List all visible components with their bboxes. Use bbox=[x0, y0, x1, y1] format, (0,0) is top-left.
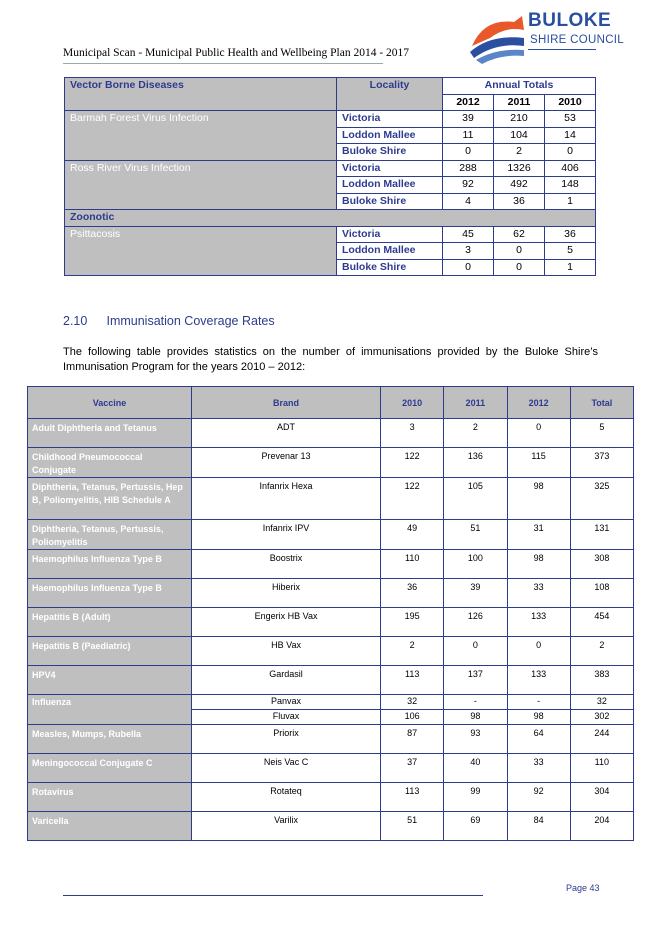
col-header-brand: Brand bbox=[192, 387, 381, 419]
value-cell: 99 bbox=[444, 783, 507, 812]
value-cell: 2 bbox=[444, 419, 507, 448]
locality-cell: Buloke Shire bbox=[337, 144, 443, 161]
value-cell: 87 bbox=[381, 725, 444, 754]
table-row bbox=[65, 111, 596, 128]
immunisation-table bbox=[27, 386, 634, 841]
value-cell: 98 bbox=[507, 550, 570, 579]
total-cell: 32 bbox=[570, 695, 633, 710]
brand-cell: Fluvax bbox=[192, 710, 381, 725]
brand-cell: Boostrix bbox=[192, 550, 381, 579]
value-cell: 3 bbox=[443, 243, 494, 260]
vaccine-name: Influenza bbox=[28, 695, 192, 725]
col-header-locality: Locality bbox=[337, 78, 443, 111]
footer-rule bbox=[63, 895, 483, 896]
vaccine-name: Meningococcal Conjugate C bbox=[28, 754, 192, 783]
value-cell: 53 bbox=[545, 111, 596, 128]
table-row bbox=[28, 520, 634, 550]
value-cell: 33 bbox=[507, 754, 570, 783]
brand-cell: Neis Vac C bbox=[192, 754, 381, 783]
vaccine-name: Diphtheria, Tetanus, Pertussis, Poliomyelitis bbox=[28, 520, 192, 550]
value-cell: 105 bbox=[444, 478, 507, 520]
table-row bbox=[28, 754, 634, 783]
logo-subtitle: SHIRE COUNCIL bbox=[530, 34, 624, 46]
value-cell: 115 bbox=[507, 448, 570, 478]
value-cell: 37 bbox=[381, 754, 444, 783]
brand-cell: Rotateq bbox=[192, 783, 381, 812]
vaccine-name: Childhood Pneumococcal Conjugate bbox=[28, 448, 192, 478]
value-cell: 210 bbox=[494, 111, 545, 128]
value-cell: 492 bbox=[494, 177, 545, 194]
col-header-2011: 2011 bbox=[444, 387, 507, 419]
document-header-title: Municipal Scan - Municipal Public Health and Wellbeing Plan 2014 - 2017 bbox=[63, 47, 410, 59]
brand-cell: Varilix bbox=[192, 812, 381, 841]
value-cell: 100 bbox=[444, 550, 507, 579]
total-cell: 2 bbox=[570, 637, 633, 666]
locality-cell: Loddon Mallee bbox=[337, 177, 443, 194]
value-cell: 31 bbox=[507, 520, 570, 550]
brand-cell: Hiberix bbox=[192, 579, 381, 608]
intro-paragraph: The following table provides statistics on the number of immunisations provided by the Buloke Shire’s Immunisation Program for the years 2010 – 2012: bbox=[63, 346, 598, 373]
vaccine-name: Measles, Mumps, Rubella bbox=[28, 725, 192, 754]
brand-cell: HB Vax bbox=[192, 637, 381, 666]
value-cell: 1 bbox=[545, 259, 596, 276]
value-cell: 0 bbox=[443, 144, 494, 161]
total-cell: 244 bbox=[570, 725, 633, 754]
total-cell: 325 bbox=[570, 478, 633, 520]
value-cell: 122 bbox=[381, 448, 444, 478]
value-cell: 113 bbox=[381, 666, 444, 695]
value-cell: 137 bbox=[444, 666, 507, 695]
col-header-2010: 2010 bbox=[381, 387, 444, 419]
value-cell: - bbox=[507, 695, 570, 710]
value-cell: 126 bbox=[444, 608, 507, 637]
total-cell: 204 bbox=[570, 812, 633, 841]
table-row bbox=[28, 666, 634, 695]
value-cell: 110 bbox=[381, 550, 444, 579]
value-cell: 5 bbox=[545, 243, 596, 260]
vector-borne-table bbox=[64, 77, 596, 276]
col-header-disease: Vector Borne Diseases bbox=[65, 78, 337, 111]
value-cell: 1 bbox=[545, 193, 596, 210]
value-cell: 122 bbox=[381, 478, 444, 520]
total-cell: 304 bbox=[570, 783, 633, 812]
col-header-total: Total bbox=[570, 387, 633, 419]
brand-cell: Priorix bbox=[192, 725, 381, 754]
value-cell: 4 bbox=[443, 193, 494, 210]
table-row bbox=[28, 419, 634, 448]
logo-rule bbox=[528, 49, 596, 50]
page-number: Page 43 bbox=[566, 883, 600, 893]
value-cell: 33 bbox=[507, 579, 570, 608]
table-row bbox=[28, 725, 634, 754]
locality-cell: Victoria bbox=[337, 160, 443, 177]
value-cell: 98 bbox=[507, 478, 570, 520]
vaccine-name: Haemophilus Influenza Type B bbox=[28, 550, 192, 579]
value-cell: 98 bbox=[507, 710, 570, 725]
value-cell: 136 bbox=[444, 448, 507, 478]
disease-name: Barmah Forest Virus Infection bbox=[65, 111, 337, 161]
section-heading bbox=[63, 314, 275, 328]
value-cell: 51 bbox=[444, 520, 507, 550]
value-cell: 49 bbox=[381, 520, 444, 550]
total-cell: 5 bbox=[570, 419, 633, 448]
table-row bbox=[28, 608, 634, 637]
section-number: 2.10 bbox=[63, 314, 88, 328]
locality-cell: Loddon Mallee bbox=[337, 127, 443, 144]
table-row bbox=[28, 695, 634, 710]
table-row bbox=[28, 812, 634, 841]
value-cell: 32 bbox=[381, 695, 444, 710]
value-cell: 51 bbox=[381, 812, 444, 841]
value-cell: 36 bbox=[545, 226, 596, 243]
col-header-annual-totals: Annual Totals bbox=[443, 78, 596, 95]
value-cell: 0 bbox=[444, 637, 507, 666]
logo-wordmark: BULOKE bbox=[528, 10, 612, 31]
immunisation-table-body bbox=[28, 419, 634, 841]
value-cell: 84 bbox=[507, 812, 570, 841]
value-cell: 64 bbox=[507, 725, 570, 754]
value-cell: 11 bbox=[443, 127, 494, 144]
value-cell: 0 bbox=[545, 144, 596, 161]
value-cell: 98 bbox=[444, 710, 507, 725]
value-cell: 14 bbox=[545, 127, 596, 144]
value-cell: 3 bbox=[381, 419, 444, 448]
total-cell: 373 bbox=[570, 448, 633, 478]
brand-cell: Prevenar 13 bbox=[192, 448, 381, 478]
value-cell: 148 bbox=[545, 177, 596, 194]
brand-cell: Infanrix IPV bbox=[192, 520, 381, 550]
table-row bbox=[28, 637, 634, 666]
brand-cell: Infanrix Hexa bbox=[192, 478, 381, 520]
vaccine-name: Hepatitis B (Paediatric) bbox=[28, 637, 192, 666]
brand-cell: ADT bbox=[192, 419, 381, 448]
value-cell: 92 bbox=[507, 783, 570, 812]
col-header-2012: 2012 bbox=[507, 387, 570, 419]
value-cell: 195 bbox=[381, 608, 444, 637]
value-cell: 0 bbox=[507, 419, 570, 448]
total-cell: 302 bbox=[570, 710, 633, 725]
locality-cell: Buloke Shire bbox=[337, 259, 443, 276]
value-cell: 104 bbox=[494, 127, 545, 144]
disease-name: Psittacosis bbox=[65, 226, 337, 276]
section-title: Immunisation Coverage Rates bbox=[106, 314, 275, 328]
value-cell: 40 bbox=[444, 754, 507, 783]
total-cell: 308 bbox=[570, 550, 633, 579]
value-cell: 0 bbox=[494, 259, 545, 276]
year-header: 2011 bbox=[494, 94, 545, 111]
table-row bbox=[28, 448, 634, 478]
value-cell: 0 bbox=[443, 259, 494, 276]
value-cell: 113 bbox=[381, 783, 444, 812]
vaccine-name: Hepatitis B (Adult) bbox=[28, 608, 192, 637]
value-cell: 45 bbox=[443, 226, 494, 243]
table-row bbox=[28, 550, 634, 579]
table-row bbox=[28, 783, 634, 812]
value-cell: 1326 bbox=[494, 160, 545, 177]
vaccine-name: Varicella bbox=[28, 812, 192, 841]
locality-cell: Victoria bbox=[337, 226, 443, 243]
brand-cell: Panvax bbox=[192, 695, 381, 710]
year-header: 2012 bbox=[443, 94, 494, 111]
table-row bbox=[28, 579, 634, 608]
value-cell: 106 bbox=[381, 710, 444, 725]
locality-cell: Buloke Shire bbox=[337, 193, 443, 210]
value-cell: 2 bbox=[381, 637, 444, 666]
vaccine-name: Rotavirus bbox=[28, 783, 192, 812]
brand-cell: Gardasil bbox=[192, 666, 381, 695]
locality-cell: Victoria bbox=[337, 111, 443, 128]
value-cell: 133 bbox=[507, 666, 570, 695]
value-cell: 2 bbox=[494, 144, 545, 161]
locality-cell: Loddon Mallee bbox=[337, 243, 443, 260]
total-cell: 131 bbox=[570, 520, 633, 550]
total-cell: 454 bbox=[570, 608, 633, 637]
vaccine-name: Diphtheria, Tetanus, Pertussis, Hep B, Poliomyelitis, HIB Schedule A bbox=[28, 478, 192, 520]
vaccine-name: Adult Diphtheria and Tetanus bbox=[28, 419, 192, 448]
value-cell: 0 bbox=[494, 243, 545, 260]
value-cell: 36 bbox=[494, 193, 545, 210]
total-cell: 383 bbox=[570, 666, 633, 695]
table-row bbox=[65, 226, 596, 243]
value-cell: 93 bbox=[444, 725, 507, 754]
value-cell: 288 bbox=[443, 160, 494, 177]
value-cell: 62 bbox=[494, 226, 545, 243]
header-rule bbox=[63, 63, 383, 64]
vaccine-name: Haemophilus Influenza Type B bbox=[28, 579, 192, 608]
table-row bbox=[65, 160, 596, 177]
total-cell: 108 bbox=[570, 579, 633, 608]
brand-cell: Engerix HB Vax bbox=[192, 608, 381, 637]
zoonotic-section-header: Zoonotic bbox=[65, 210, 596, 227]
vaccine-name: HPV4 bbox=[28, 666, 192, 695]
value-cell: 39 bbox=[443, 111, 494, 128]
value-cell: 133 bbox=[507, 608, 570, 637]
table-row bbox=[28, 478, 634, 520]
disease-name: Ross River Virus Infection bbox=[65, 160, 337, 210]
value-cell: 39 bbox=[444, 579, 507, 608]
value-cell: 69 bbox=[444, 812, 507, 841]
year-header: 2010 bbox=[545, 94, 596, 111]
value-cell: 0 bbox=[507, 637, 570, 666]
value-cell: 92 bbox=[443, 177, 494, 194]
value-cell: 406 bbox=[545, 160, 596, 177]
total-cell: 110 bbox=[570, 754, 633, 783]
value-cell: - bbox=[444, 695, 507, 710]
value-cell: 36 bbox=[381, 579, 444, 608]
col-header-vaccine: Vaccine bbox=[28, 387, 192, 419]
